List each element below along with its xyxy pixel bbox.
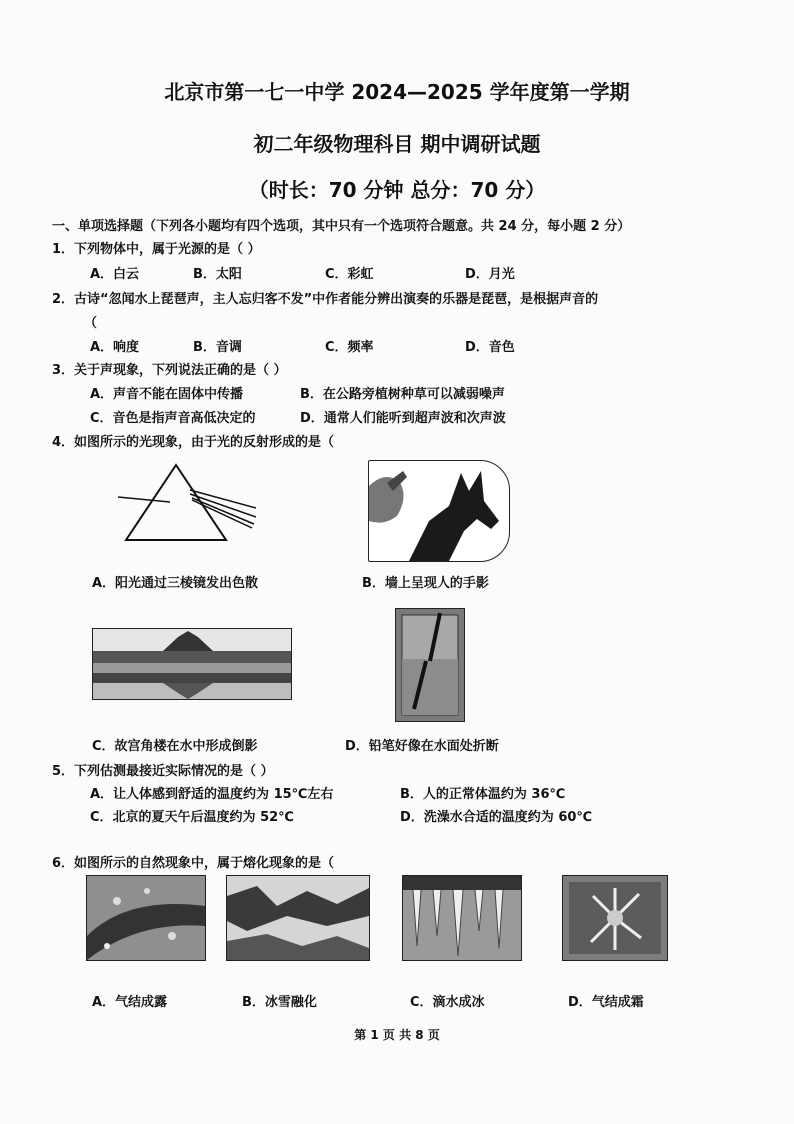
- q3-option-a: A．声音不能在固体中传播: [90, 387, 244, 402]
- exam-title-line2: 初二年级物理科目 期中调研试题: [253, 132, 541, 156]
- question-4-stem: 4．如图所示的光现象，由于光的反射形成的是（: [52, 435, 335, 450]
- q6-option-d: D．气结成霜: [568, 995, 644, 1010]
- section-heading: 一、单项选择题（下列各小题均有四个选项，其中只有一个选项符合题意。共 24 分，每小题 2 分）: [52, 219, 631, 234]
- q3-option-b: B．在公路旁植树种草可以减弱噪声: [300, 387, 505, 402]
- q4-option-d: D．铅笔好像在水面处折断: [345, 739, 499, 754]
- q4-option-c: C．故宫角楼在水中形成倒影: [92, 739, 258, 754]
- frost-figure: [562, 875, 668, 961]
- palace-reflection-figure: [92, 628, 292, 700]
- q5-option-b: B．人的正常体温约为 36℃: [400, 787, 566, 802]
- q6-option-c: C．滴水成冰: [410, 995, 485, 1010]
- melting-ice-figure: [226, 875, 370, 961]
- q1-option-b: B．太阳: [193, 267, 242, 282]
- question-6-stem: 6．如图所示的自然现象中，属于熔化现象的是（: [52, 856, 335, 871]
- q3-option-c: C．音色是指声音高低决定的: [90, 411, 256, 426]
- q2-option-c: C．频率: [325, 340, 374, 355]
- prism-dispersion-figure: [118, 462, 258, 547]
- page-number: 第 1 页 共 8 页: [354, 1028, 440, 1042]
- q6-option-b: B．冰雪融化: [242, 995, 317, 1010]
- question-5-stem: 5．下列估测最接近实际情况的是（ ）: [52, 764, 274, 779]
- icicles-figure: [402, 875, 522, 961]
- q2-option-d: D．音色: [465, 340, 515, 355]
- q1-option-d: D．月光: [465, 267, 515, 282]
- q5-option-d: D．洗澡水合适的温度约为 60℃: [400, 810, 593, 825]
- q1-option-c: C．彩虹: [325, 267, 374, 282]
- question-2-paren: （: [84, 316, 98, 331]
- hand-shadow-figure: [368, 460, 510, 562]
- q1-option-a: A．白云: [90, 267, 140, 282]
- q4-option-a: A．阳光通过三棱镜发出色散: [92, 576, 259, 591]
- q2-option-a: A．响度: [90, 340, 140, 355]
- question-3-stem: 3．关于声现象，下列说法正确的是（ ）: [52, 363, 287, 378]
- bent-pencil-figure: [395, 608, 465, 722]
- q3-option-d: D．通常人们能听到超声波和次声波: [300, 411, 506, 426]
- q5-option-c: C．北京的夏天午后温度约为 52℃: [90, 810, 294, 825]
- q6-option-a: A．气结成露: [92, 995, 168, 1010]
- q2-option-b: B．音调: [193, 340, 242, 355]
- dew-figure: [86, 875, 206, 961]
- q5-option-a: A．让人体感到舒适的温度约为 15℃左右: [90, 787, 334, 802]
- q4-option-b: B．墙上呈现人的手影: [362, 576, 489, 591]
- question-1-stem: 1．下列物体中，属于光源的是（ ）: [52, 242, 261, 257]
- exam-title-line3: （时长：70 分钟 总分：70 分）: [248, 178, 546, 202]
- exam-title-line1: 北京市第一七一中学 2024—2025 学年度第一学期: [164, 80, 630, 104]
- question-2-stem: 2．古诗“忽闻水上琵琶声，主人忘归客不发”中作者能分辨出演奏的乐器是琵琶，是根据声音的: [52, 292, 599, 307]
